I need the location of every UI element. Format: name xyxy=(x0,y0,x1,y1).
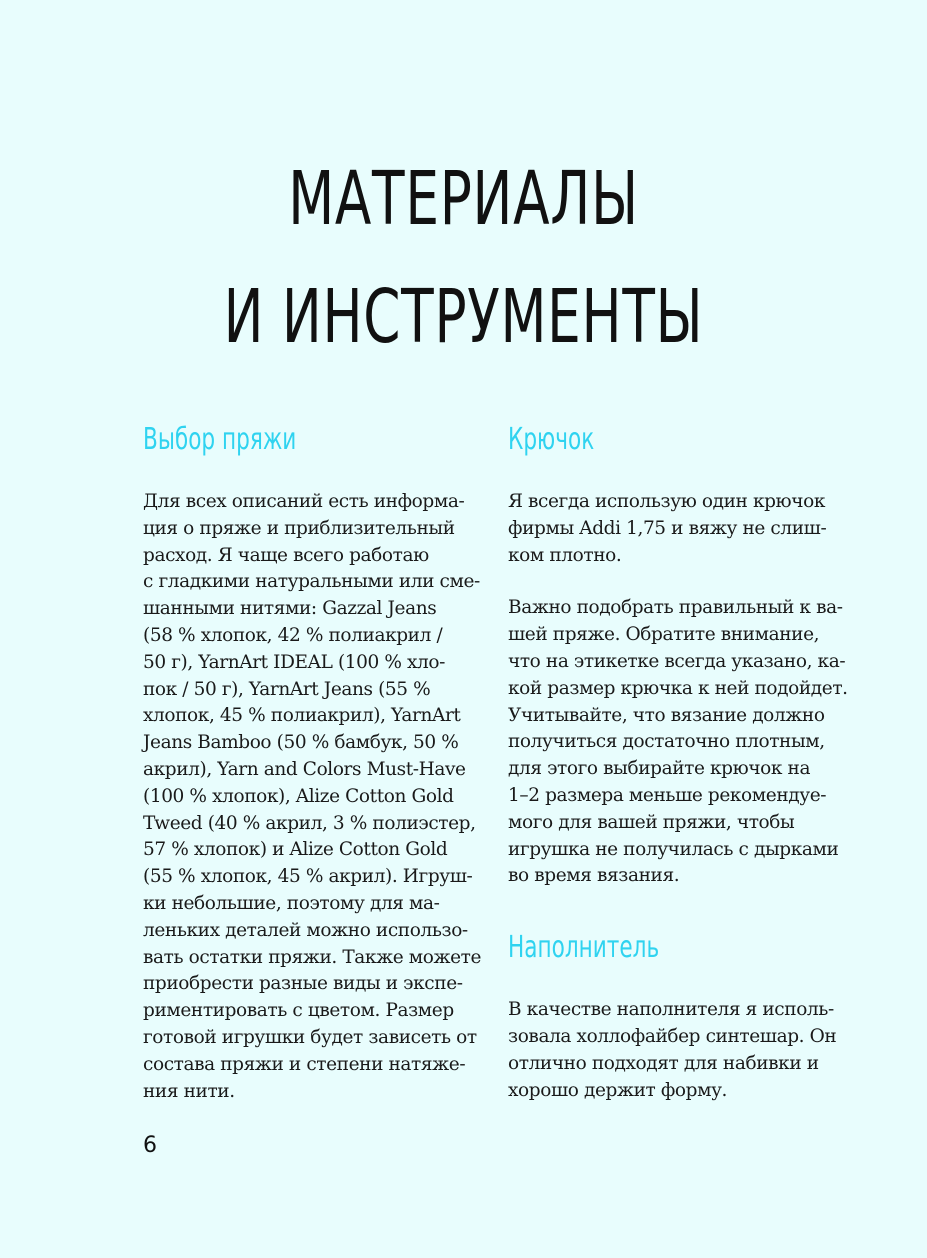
page-title-line-1: МАТЕРИАЛЫ xyxy=(288,156,639,242)
yarn-choice-text: Для всех описаний есть информа- ция о пряже и приблизительный расход. Я чаще всего работаю с гладкими натуральными или сме- шанными нитями: Gazzal Jeans (58 % хлопок, 42 % полиакрил / 50 г), YarnArt IDEAL (100 % хло- пок / 50 г), YarnArt Jeans (55 % хлопок, 45 % полиакрил), YarnArt Jeans Bamboo (50 % бамбук, 50 % акрил), Yarn and Colors Must-Have (100 % хлопок), Alize Cotton Gold Tweed (40 % акрил, 3 % полиэстер, 57 % хлопок) и Alize Cotton Gold (55 % хлопок, 45 % акрил). Игруш- ки небольшие, поэтому для ма- леньких деталей можно использо- вать остатки пряжи. Также можете приобрести разные виды и экспе- риментировать с цветом. Размер готовой игрушки будет зависеть от состава пряжи и степени натяже- ния нити. xyxy=(143,491,482,1102)
right-column xyxy=(508,420,848,1104)
left-column xyxy=(143,420,483,1105)
filler-heading: Наполнитель xyxy=(508,930,660,966)
hook-heading: Крючок xyxy=(508,422,595,457)
page-title-line-2: И ИНСТРУМЕНТЫ xyxy=(223,274,704,360)
page-title xyxy=(130,140,797,376)
hook-size-text: Важно подобрать правильный к ва- шей пряже. Обратите внимание, что на этикетке всегда указано, ка- кой размер крючка к ней подойдет. Учитывайте, что вязание должно получиться достаточно плотным, для этого выбирайте крючок на 1–2 размера меньше рекомендуе- мого для вашей пряжи, чтобы игрушка не получилась с дырками во время вязания. xyxy=(508,597,848,887)
page-number: 6 xyxy=(143,1133,157,1158)
filler-text: В качестве наполнителя я исполь- зовала холлофайбер синтешар. Он отлично подходят для набивки и хорошо держит форму. xyxy=(508,999,837,1101)
hook-text: Я всегда использую один крючок фирмы Addi 1,75 и вяжу не слиш- ком плотно. xyxy=(508,491,827,566)
yarn-choice-heading: Выбор пряжи xyxy=(143,422,297,457)
